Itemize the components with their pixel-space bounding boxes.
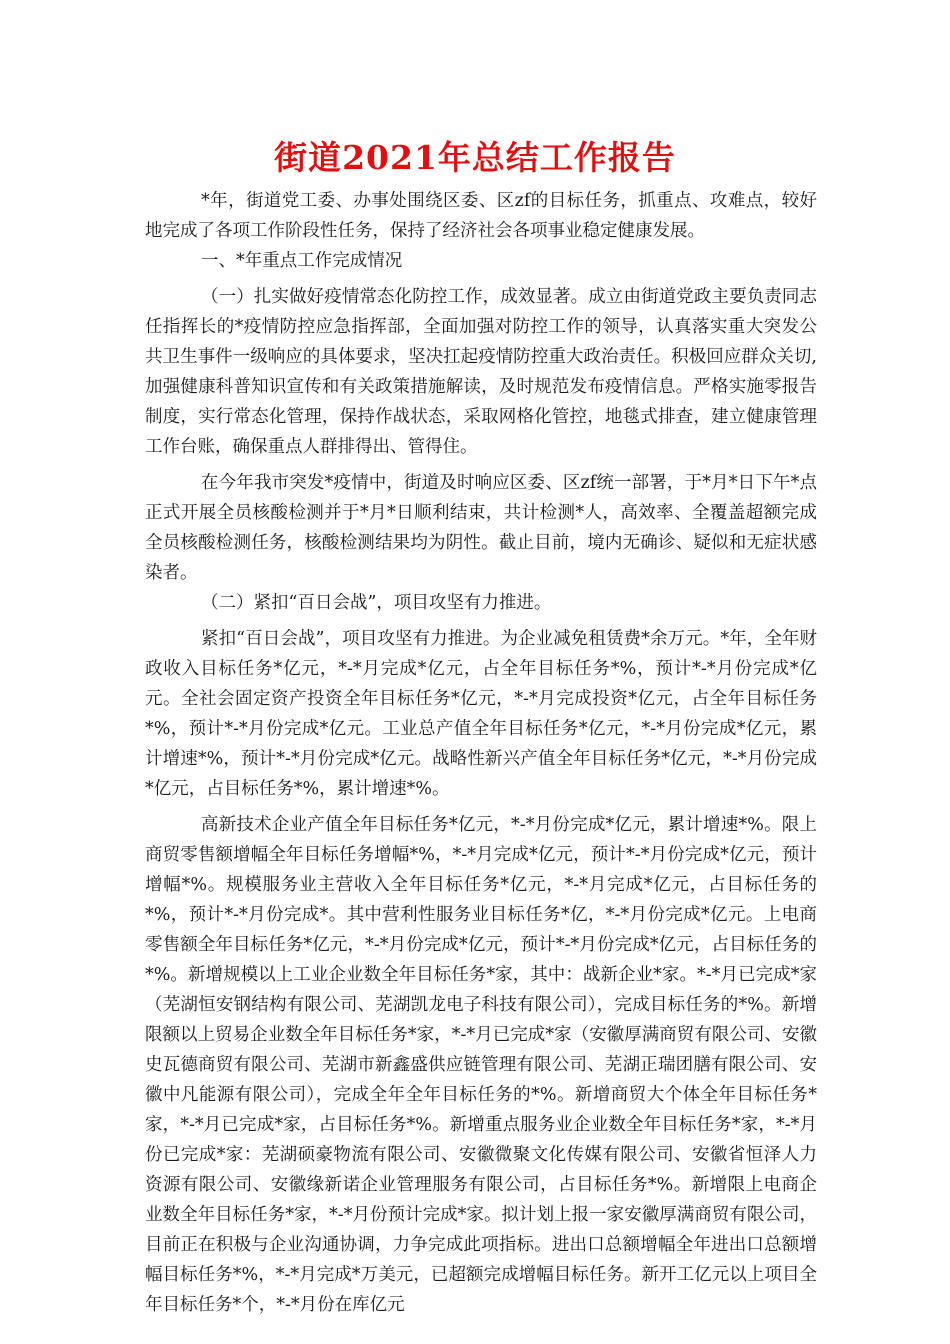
section-heading-1: 一、*年重点工作完成情况	[201, 251, 403, 271]
document-body	[145, 186, 817, 1320]
paragraph-epidemic-control: （一）扎实做好疫情常态化防控工作，成效显著。成立由街道党政主要负责同志任指挥长的*疫情防控应急指挥部，全面加强对防控工作的领导，认真落实重大突发公共卫生事件一级响应的具体要求，坚决扛起疫情防控重大政治责任。积极回应群众关切,加强健康科普知识宣传和有关政策措施解读，及时规范发布疫情信息。严格实施零报告制度，实行常态化管理，保持作战状态，采取网格化管控，地毯式排查，建立健康管理工作台账，确保重点人群排得出、管得住。	[145, 287, 817, 457]
intro-paragraph: *年，街道党工委、办事处围绕区委、区zf的目标任务，抓重点、攻难点，较好地完成了各项工作阶段性任务，保持了经济社会各项事业稳定健康发展。	[145, 191, 817, 241]
paragraph-project-progress: 紧扣“百日会战”，项目攻坚有力推进。为企业减免租赁费*余万元。*年，全年财政收入目标任务*亿元，*-*月完成*亿元，占全年目标任务*%，预计*-*月份完成*亿元。全社会固定资产投资全年目标任务*亿元，*-*月完成投资*亿元，占全年目标任务*%，预计*-*月份完成*亿元。工业总产值全年目标任务*亿元，*-*月份完成*亿元，累计增速*%，预计*-*月份完成*亿元。战略性新兴产值全年目标任务*亿元，*-*月份完成*亿元，占目标任务*%，累计增速*%。	[145, 629, 817, 799]
document-title: 街道2021年总结工作报告	[274, 138, 676, 177]
paragraph-nucleic-testing: 在今年我市突发*疫情中，街道及时响应区委、区zf统一部署，于*月*日下午*点正式开展全员核酸检测并于*月*日顺利结束，共计检测*人，高效率、全覆盖超额完成全员核酸检测任务，核酸检测结果均为阴性。截止目前，境内无确诊、疑似和无症状感染者。	[145, 473, 817, 583]
paragraph-enterprise-targets: 高新技术企业产值全年目标任务*亿元，*-*月份完成*亿元，累计增速*%。限上商贸零售额增幅全年目标任务增幅*%，*-*月完成*亿元，预计*-*月份完成*亿元，预计增幅*%。规模服务业主营收入全年目标任务*亿元，*-*月完成*亿元，占目标任务的*%，预计*-*月份完成*。其中营利性服务业目标任务*亿，*-*月份完成*亿元。上电商零售额全年目标任务*亿元，*-*月份完成*亿元，预计*-*月份完成*亿元，占目标任务的*%。新增规模以上工业企业数全年目标任务*家，其中：战新企业*家。*-*月已完成*家（芜湖恒安钢结构有限公司、芜湖凯龙电子科技有限公司），完成目标任务的*%。新增限额以上贸易企业数全年目标任务*家，*-*月已完成*家（安徽厚满商贸有限公司、安徽史瓦德商贸有限公司、芜湖市新鑫盛供应链管理有限公司、芜湖正瑞团膳有限公司、安徽中凡能源有限公司），完成全年全年目标任务的*%。新增商贸大个体全年目标任务*家，*-*月已完成*家，占目标任务*%。新增重点服务业企业数全年目标任务*家，*-*月份已完成*家：芜湖硕豪物流有限公司、安徽微聚文化传媒有限公司、安徽省恒泽人力资源有限公司、安徽缘新诺企业管理服务有限公司，占目标任务*%。新增限上电商企业数全年目标任务*家，*-*月份预计完成*家。拟计划上报一家安徽厚满商贸有限公司，目前正在积极与企业沟通协调，力争完成此项指标。进出口总额增幅全年进出口总额增幅目标任务*%，*-*月完成*万美元，已超额完成增幅目标任务。新开工亿元以上项目全年目标任务*个，*-*月份在库亿元	[145, 815, 817, 1315]
subsection-heading-2: （二）紧扣“百日会战”，项目攻坚有力推进。	[201, 593, 552, 613]
